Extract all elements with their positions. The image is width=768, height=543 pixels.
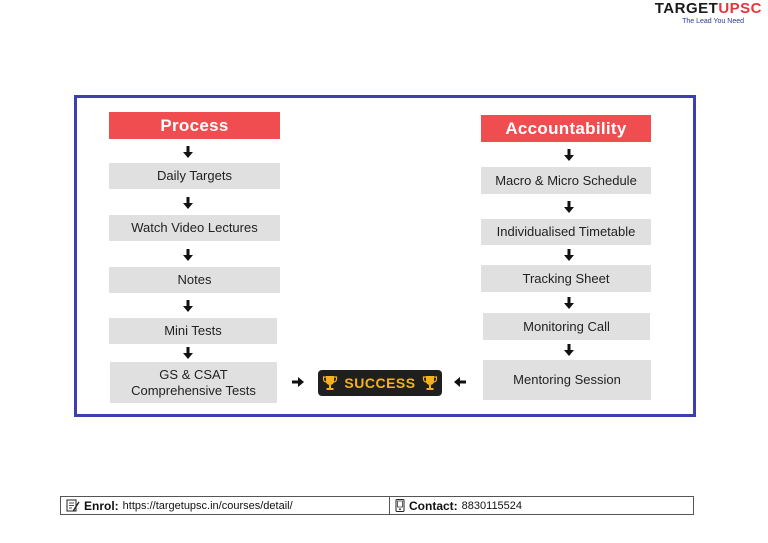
- contact-number[interactable]: 8830115524: [461, 499, 523, 512]
- arrow-down-icon: [183, 347, 193, 359]
- logo-wordmark: [642, 0, 762, 18]
- arrow-down-icon: [183, 146, 193, 158]
- arrow-down-icon: [564, 201, 574, 213]
- arrow-down-icon: [564, 249, 574, 261]
- process-header: Process: [109, 112, 280, 139]
- logo-tagline: The Lead You Need: [682, 18, 744, 25]
- footer-enrol: [61, 497, 390, 514]
- accountability-header: Accountability: [481, 115, 651, 142]
- footer-contact: [390, 497, 522, 514]
- trophy-icon: [422, 375, 438, 391]
- arrow-down-icon: [564, 297, 574, 309]
- trophy-icon: [322, 375, 338, 391]
- phone-icon: [395, 499, 405, 512]
- logo-part-target: TARGET: [654, 0, 719, 17]
- arrow-down-icon: [564, 344, 574, 356]
- arrow-left-icon: [454, 377, 466, 387]
- arrow-down-icon: [183, 300, 193, 312]
- logo-part-upsc: UPSC: [718, 0, 762, 17]
- process-step-mini-tests: Mini Tests: [109, 318, 277, 344]
- edit-document-icon: [66, 499, 80, 512]
- enrol-url[interactable]: https://targetupsc.in/courses/detail/: [122, 499, 293, 512]
- process-step-comprehensive-tests: GS & CSAT Comprehensive Tests: [110, 362, 277, 403]
- arrow-down-icon: [564, 149, 574, 161]
- accountability-step-tracking-sheet: Tracking Sheet: [481, 265, 651, 292]
- success-badge: [318, 370, 442, 396]
- brand-logo: [642, 0, 762, 26]
- accountability-step-timetable: Individualised Timetable: [481, 219, 651, 245]
- contact-label: Contact:: [409, 498, 458, 513]
- accountability-step-mentoring-session: Mentoring Session: [483, 360, 651, 400]
- arrow-down-icon: [183, 197, 193, 209]
- process-step-notes: Notes: [109, 267, 280, 293]
- process-step-video-lectures: Watch Video Lectures: [109, 215, 280, 241]
- accountability-step-schedule: Macro & Micro Schedule: [481, 167, 651, 194]
- process-step-daily-targets: Daily Targets: [109, 163, 280, 189]
- footer-bar: [60, 496, 694, 515]
- arrow-down-icon: [183, 249, 193, 261]
- success-label: SUCCESS: [344, 375, 416, 391]
- accountability-step-monitoring-call: Monitoring Call: [483, 313, 650, 340]
- enrol-label: Enrol:: [84, 498, 119, 513]
- arrow-right-icon: [292, 377, 304, 387]
